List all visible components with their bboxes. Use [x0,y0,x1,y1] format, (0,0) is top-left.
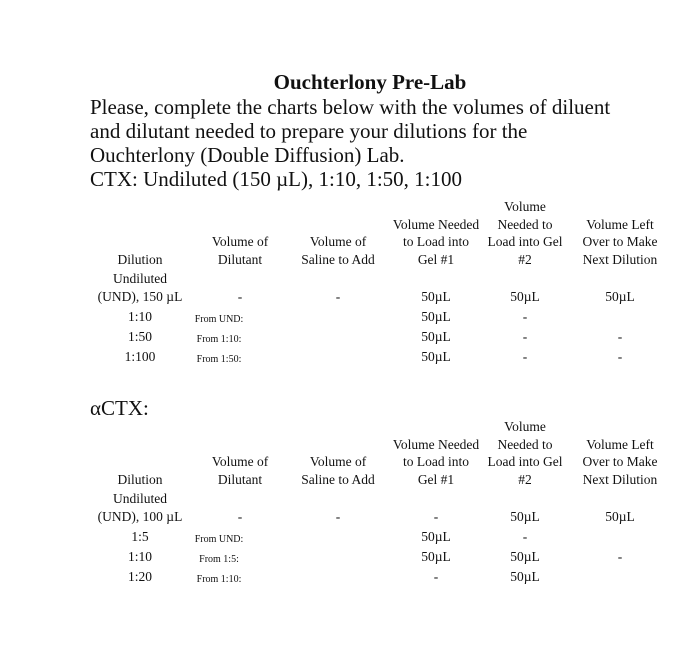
column-header-gel2: #2 [518,471,532,487]
cell-left: 50µL [605,508,635,524]
column-header-saline: Volume of [309,454,367,469]
cell-gel1: 50µL [421,288,451,304]
row-dilution-label: 1:100 [124,349,156,364]
cell-left: 50µL [605,288,635,304]
column-header-left: Volume Left [586,436,654,452]
row-dilution-label: 1:5 [131,529,149,544]
column-header-gel2: Volume [504,199,546,214]
column-header-gel1: to Load into [403,454,469,469]
cell-gel2: - [522,529,528,544]
cell-gel2: 50µL [510,288,540,304]
cell-dilutant: From UND: [194,534,244,545]
cell-left: - [617,349,623,364]
row-dilution-label: Undiluted [113,491,167,506]
column-header-gel1: Volume Needed [392,216,480,232]
instructions-text [90,95,690,191]
cell-dilutant: From 1:50: [196,354,242,365]
column-header-gel2: Needed to [497,436,553,452]
cell-dilutant: From 1:5: [199,554,239,565]
cell-gel2: - [522,329,528,344]
cell-gel2: - [522,309,528,324]
row-dilution-label: (UND), 100 µL [97,508,183,524]
column-header-gel2: Load into Gel [487,234,563,249]
column-header-gel2: Needed to [497,216,553,232]
column-header-saline: Saline to Add [301,251,375,267]
column-header-left: Next Dilution [582,251,658,267]
cell-gel2: - [522,349,528,364]
row-dilution-label: (UND), 150 µL [97,288,183,304]
cell-gel1: - [433,569,439,584]
column-header-gel1: Gel #1 [417,251,455,267]
cell-dilutant: From UND: [194,314,244,325]
cell-gel1: 50µL [421,309,451,324]
column-header-dilutant: Volume of [211,454,269,469]
column-header-gel1: Volume Needed [392,436,480,452]
cell-gel1: 50µL [421,549,451,564]
cell-gel2: 50µL [510,569,540,584]
column-header-left: Over to Make [582,454,658,469]
column-header-gel1: Gel #1 [417,471,455,487]
cell-left: - [617,549,623,564]
row-dilution-label: 1:10 [127,549,153,564]
cell-gel1: - [433,508,439,524]
row-dilution-label: 1:10 [127,309,153,324]
cell-gel2: 50µL [510,508,540,524]
cell-dilutant: From 1:10: [196,334,242,345]
row-dilution-label: Undiluted [113,271,167,286]
column-header-dilutant: Dilutant [217,251,263,267]
cell-gel1: 50µL [421,349,451,364]
column-header-gel2: #2 [518,251,532,267]
cell-saline: - [335,508,341,524]
column-header-dilutant: Volume of [211,234,269,249]
row-dilution-label: 1:50 [127,329,153,344]
actx-section-label: αCTX: [90,396,149,420]
page-title: Ouchterlony Pre-Lab [273,70,467,94]
column-header-gel2: Volume [504,419,546,434]
column-header-dilutant: Dilutant [217,471,263,487]
cell-dilutant: From 1:10: [196,574,242,585]
row-dilution-label: 1:20 [127,569,153,584]
column-header-gel2: Load into Gel [487,454,563,469]
cell-left: - [617,329,623,344]
column-header-left: Volume Left [586,216,654,232]
cell-gel1: 50µL [421,329,451,344]
instructions-line: and dilutant needed to prepare your dilutions for the [90,119,528,143]
column-header-gel1: to Load into [403,234,469,249]
instructions-line: Ouchterlony (Double Diffusion) Lab. [90,143,405,167]
ctx-dilutions-line: CTX: Undiluted (150 µL), 1:10, 1:50, 1:100 [90,167,462,191]
column-header-dilution: Dilution [117,251,163,267]
column-header-left: Next Dilution [582,471,658,487]
cell-gel1: 50µL [421,529,451,544]
column-header-left: Over to Make [582,234,658,249]
cell-saline: - [335,288,341,304]
cell-dilutant: - [237,288,243,304]
column-header-saline: Volume of [309,234,367,249]
column-header-saline: Saline to Add [301,471,375,487]
column-header-dilution: Dilution [117,471,163,487]
instructions-line: Please, complete the charts below with the volumes of diluent [90,95,611,119]
cell-gel2: 50µL [510,549,540,564]
cell-dilutant: - [237,508,243,524]
